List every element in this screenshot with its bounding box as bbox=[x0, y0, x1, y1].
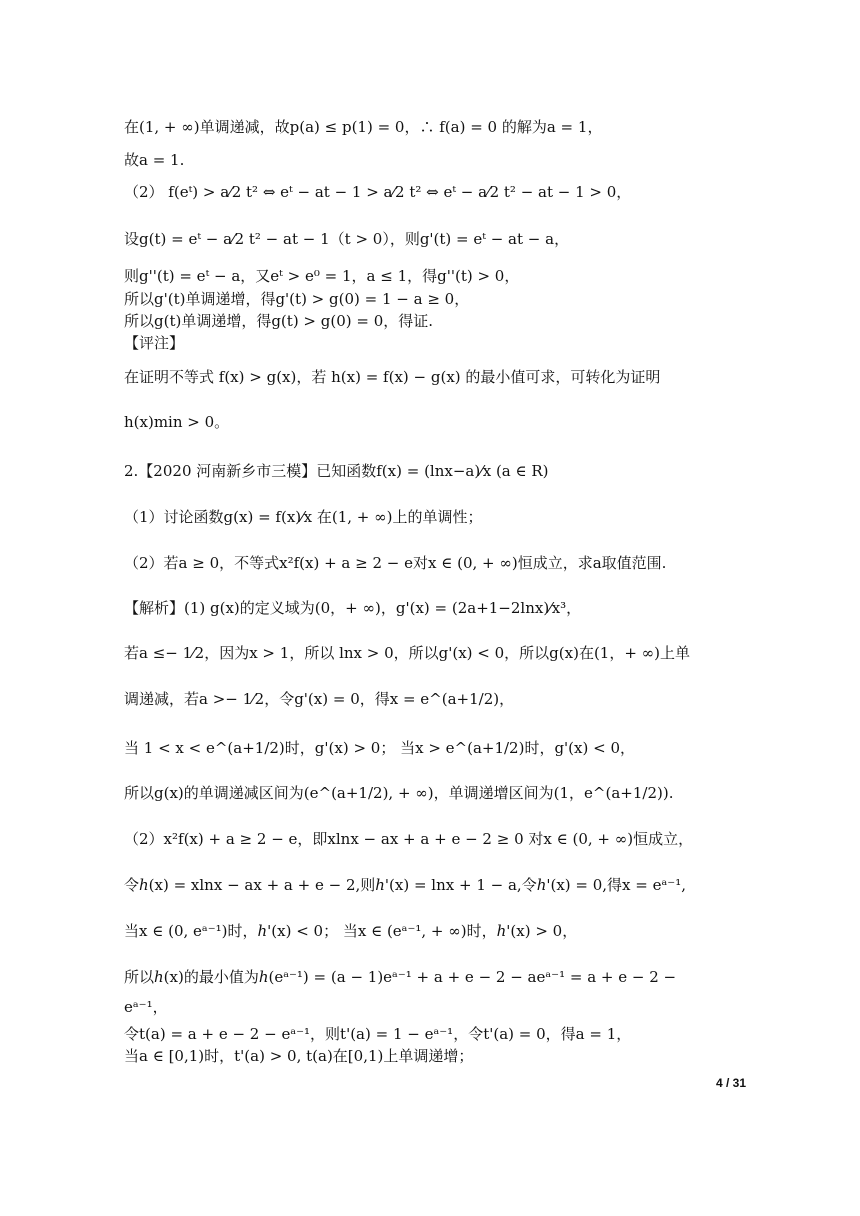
text-line: 则g''(t) = eᵗ − a，又eᵗ > e⁰ = 1，a ≤ 1，得g''(t) > 0， bbox=[124, 267, 520, 285]
text-line: 令t(a) = a + e − 2 − eᵃ⁻¹，则t'(a) = 1 − eᵃ⁻¹，令t'(a) = 0，得a = 1， bbox=[124, 1025, 632, 1043]
text-line: 若a ≤− 1⁄2，因为x > 1，所以 lnx > 0，所以g'(x) < 0，所以g(x)在(1，+ ∞)上单 bbox=[124, 644, 691, 662]
text-line: （1）讨论函数g(x) = f(x)⁄x 在(1, + ∞)上的单调性； bbox=[124, 508, 483, 526]
text-line: 所以g'(t)单调递增，得g'(t) > g(0) = 1 − a ≥ 0， bbox=[124, 290, 470, 308]
text-line: （2） f(eᵗ) > a⁄2 t² ⇔ eᵗ − at − 1 > a⁄2 t² ⇔ eᵗ − a⁄2 t² − at − 1 > 0， bbox=[124, 183, 632, 201]
text-line: 当a ∈ [0,1)时，t'(a) > 0, t(a)在[0,1)上单调递增； bbox=[124, 1047, 474, 1065]
text-line: 所以ℎ(x)的最小值为ℎ(eᵃ⁻¹) = (a − 1)eᵃ⁻¹ + a + e − 2 − aeᵃ⁻¹ = a + e − 2 − bbox=[124, 968, 677, 986]
text-line: 所以g(x)的单调递减区间为(e^(a+1/2), + ∞)，单调递增区间为(1，e^(a+1/2)). bbox=[124, 784, 674, 802]
text-line: （2）若a ≥ 0，不等式x²f(x) + a ≥ 2 − e对x ∈ (0, + ∞)恒成立，求a取值范围. bbox=[124, 554, 667, 572]
text-line: eᵃ⁻¹， bbox=[124, 998, 168, 1016]
text-line: 在(1, + ∞)单调递减，故p(a) ≤ p(1) = 0，∴ f(a) = 0 的解为a = 1， bbox=[124, 118, 603, 136]
text-line: h(x)min > 0。 bbox=[124, 413, 230, 431]
text-line: 【解析】(1) g(x)的定义域为(0，+ ∞)，g'(x) = (2a+1−2lnx)⁄x³， bbox=[124, 599, 582, 617]
text-line: 当 1 < x < e^(a+1/2)时，g'(x) > 0； 当x > e^(a+1/2)时，g'(x) < 0， bbox=[124, 739, 635, 757]
text-line: 当x ∈ (0, eᵃ⁻¹)时，ℎ'(x) < 0； 当x ∈ (eᵃ⁻¹, + ∞)时，ℎ'(x) > 0， bbox=[124, 922, 578, 940]
text-line: 故a = 1. bbox=[124, 151, 185, 169]
text-line: 令ℎ(x) = xlnx − ax + a + e − 2,则ℎ'(x) = lnx + 1 − a,令ℎ'(x) = 0,得x = eᵃ⁻¹, bbox=[124, 876, 686, 894]
text-line: （2）x²f(x) + a ≥ 2 − e，即xlnx − ax + a + e − 2 ≥ 0 对x ∈ (0, + ∞)恒成立， bbox=[124, 830, 694, 848]
text-line: 调递减，若a >− 1⁄2，令g'(x) = 0，得x = e^(a+1/2)， bbox=[124, 690, 515, 708]
page-number: 4 / 31 bbox=[715, 1076, 746, 1090]
text-line: 设g(t) = eᵗ − a⁄2 t² − at − 1（t > 0），则g'(t) = eᵗ − at − a， bbox=[124, 230, 570, 248]
problem-title: 2.【2020 河南新乡市三模】已知函数f(x) = (lnx−a)⁄x (a ∈ R) bbox=[124, 462, 549, 480]
text-line: 所以g(t)单调递增，得g(t) > g(0) = 0，得证. bbox=[124, 312, 434, 330]
section-heading: 【评注】 bbox=[124, 334, 185, 352]
text-line: 在证明不等式 f(x) > g(x)，若 h(x) = f(x) − g(x) 的最小值可求，可转化为证明 bbox=[124, 368, 661, 386]
